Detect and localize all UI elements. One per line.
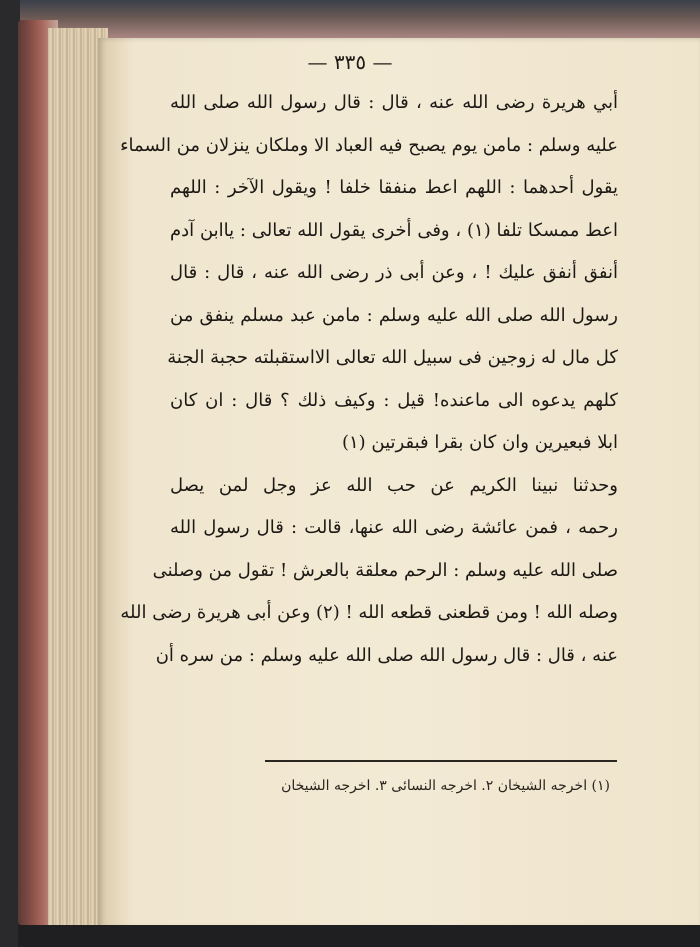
- text-line-11: رحمه ، فمن عائشة رضى الله عنها، قالت : قال رسول الله: [170, 517, 618, 538]
- text-line-8: كلهم يدعوه الى ماعنده! قيل : وكيف ذلك ؟ قال : ان كان: [170, 389, 618, 411]
- text-line-14: عنه ، قال : قال رسول الله صلى الله عليه وسلم : من سره أن: [155, 644, 618, 666]
- text-line-1: أبي هريرة رضى الله عنه ، قال : قال رسول الله صلى الله: [170, 92, 618, 113]
- text-line-5: أنفق أنفق عليك ! ، وعن أبى ذر رضى الله عنه ، قال : قال: [170, 262, 618, 283]
- background-shadow: [18, 925, 700, 947]
- text-line-3: يقول أحدهما : اللهم اعط منفقا خلفا ! ويقول الآخر : اللهم: [170, 177, 618, 198]
- text-line-7: كل مال له زوجين فى سبيل الله تعالى الااستقبلته حجبة الجنة: [167, 347, 618, 368]
- text-line-13: وصله الله ! ومن قطعنى قطعه الله ! (٢) وعن أبى هريرة رضى الله: [120, 602, 618, 623]
- footnote-divider: [265, 760, 617, 762]
- body-text: [120, 82, 618, 677]
- footnote: (١) اخرجه الشيخان ٢. اخرجه النسائى ٣. اخرجه الشيخان: [281, 778, 610, 794]
- text-line-12: صلى الله عليه وسلم : الرحم معلقة بالعرش ! تقول من وصلنى: [152, 559, 618, 581]
- book-cover-top: [20, 0, 700, 40]
- text-line-4: اعط ممسكا تلفا (١) ، وفى أخرى يقول الله تعالى : ياابن آدم: [170, 219, 618, 241]
- text-line-2: عليه وسلم : مامن يوم يصبح فيه العباد الا وملكان ينزلان من السماء: [120, 134, 618, 156]
- text-line-6: رسول الله صلى الله عليه وسلم : مامن عبد مسلم ينفق من: [170, 304, 618, 326]
- page-number: — ٣٣٥ —: [307, 50, 393, 74]
- text-line-9: ابلا فبعيرين وان كان بقرا فبقرتين (١): [341, 432, 618, 453]
- text-line-10: وحدثنا نبينا الكريم عن حب الله عز وجل لمن يصل: [170, 474, 618, 496]
